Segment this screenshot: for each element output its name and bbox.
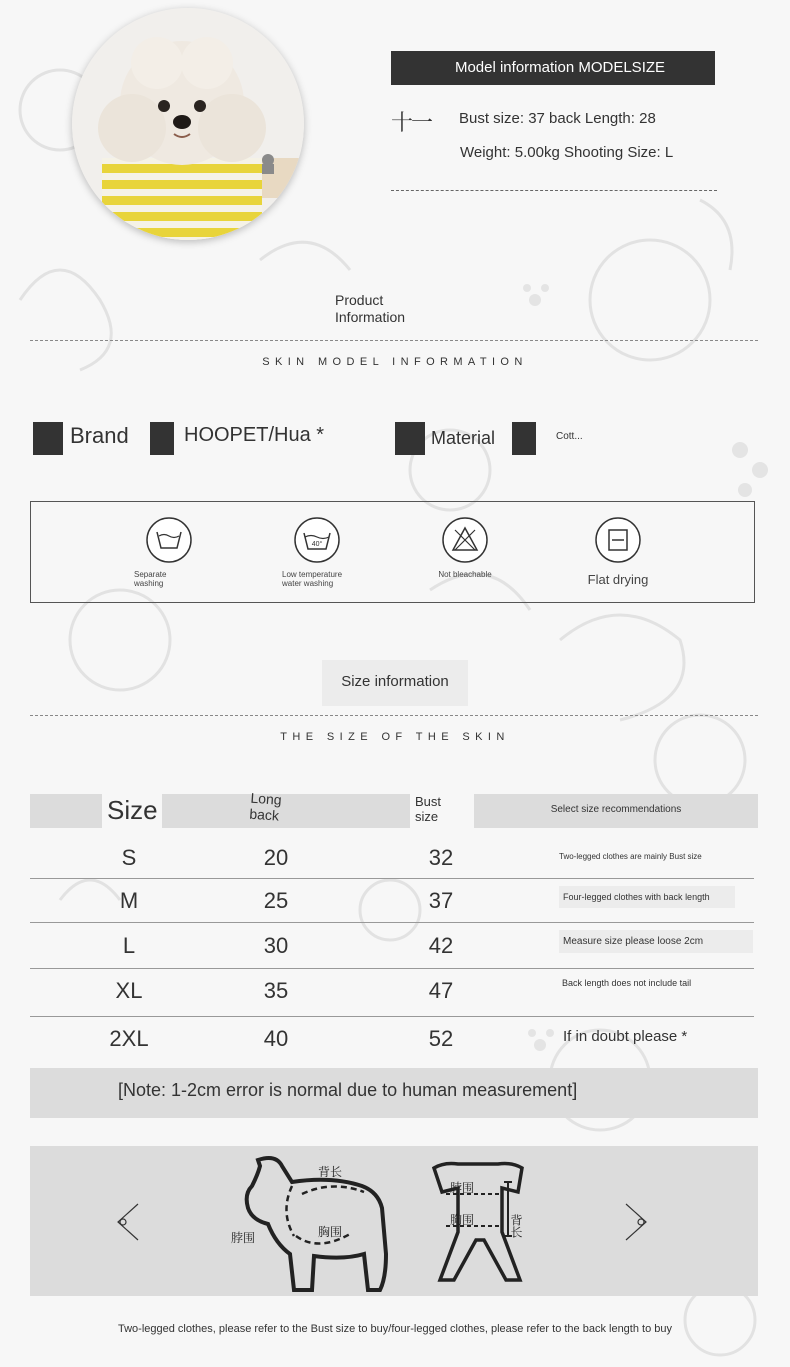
size-subtitle: THE SIZE OF THE SKIN — [280, 731, 510, 743]
header-bust-size: Bust size — [415, 794, 442, 824]
neck-label-left: 脖围 — [231, 1231, 256, 1245]
size-cell: M — [119, 888, 139, 913]
flat-dry-icon — [594, 516, 642, 564]
brand-value: HOOPET/Hua * — [184, 424, 325, 446]
chest-label-left: 胸围 — [318, 1225, 343, 1239]
hand-wash-tub-icon — [145, 516, 193, 564]
back-length-label: 背长 — [318, 1165, 343, 1179]
care-item-low-temp — [262, 516, 372, 588]
long-back-cell: 40 — [263, 1026, 289, 1051]
care-item-no-bleach — [410, 516, 520, 579]
size-cell: 2XL — [109, 1026, 149, 1051]
care-item-separate-washing — [114, 516, 224, 588]
temp-label: 40° — [311, 541, 323, 548]
model-weight-size: Weight: 5.00kg Shooting Size: L — [460, 144, 674, 161]
row-divider — [30, 922, 754, 923]
bust-cell: 42 — [428, 933, 454, 958]
material-label: Material — [431, 428, 496, 448]
recommend-cell: Four-legged clothes with back length — [559, 886, 735, 908]
no-bleach-icon — [441, 516, 489, 564]
product-divider — [30, 340, 758, 341]
long-back-cell: 25 — [263, 888, 289, 913]
size-info-title: Size information — [341, 673, 449, 690]
measurement-diagram — [30, 1146, 758, 1296]
material-marker — [395, 422, 425, 455]
size-divider — [30, 715, 758, 716]
header-bar-left — [30, 794, 102, 828]
size-cell: S — [121, 845, 137, 870]
bust-cell: 32 — [428, 845, 454, 870]
model-measurements: Bust size: 37 back Length: 28 — [459, 110, 656, 127]
chest-label-right: 胸围 — [450, 1213, 475, 1227]
bust-cell: 37 — [428, 888, 454, 913]
row-divider — [30, 878, 754, 879]
care-label: Separate washing — [134, 570, 167, 588]
neck-label-right: 脖围 — [450, 1181, 475, 1195]
recommend-cell: If in doubt please * — [563, 1028, 688, 1045]
left-decor-icon — [118, 1204, 138, 1240]
brand-value-marker — [150, 422, 174, 455]
care-label: Low temperature water washing — [282, 570, 343, 588]
model-dog-photo — [72, 8, 304, 240]
long-back-cell: 35 — [263, 978, 289, 1003]
water-temp-40-icon — [293, 516, 341, 564]
care-label: Flat drying — [587, 572, 649, 587]
header-long-back: Long back — [248, 789, 283, 824]
care-instructions-box — [30, 501, 755, 603]
recommend-cell: Measure size please loose 2cm — [559, 930, 753, 953]
size-cell: L — [122, 933, 136, 958]
long-back-cell: 20 — [263, 845, 289, 870]
product-subtitle: SKIN MODEL INFORMATION — [262, 356, 528, 368]
bust-cell: 47 — [428, 978, 454, 1003]
long-back-cell: 30 — [263, 933, 289, 958]
model-info-title: Model information MODELSIZE — [391, 51, 715, 85]
recommend-cell: Two-legged clothes are mainly Bust size — [559, 852, 702, 861]
right-decor-icon — [626, 1204, 646, 1240]
measurement-note: [Note: 1-2cm error is normal due to human measurement] — [118, 1080, 578, 1100]
brand-label: Brand — [70, 423, 129, 448]
dog-outline-icon — [247, 1158, 386, 1290]
product-info-title: Product Information — [335, 292, 406, 325]
back-length-label-right: 背长 — [509, 1214, 523, 1238]
care-item-flat-dry — [563, 516, 673, 587]
care-label: Not bleachable — [438, 570, 492, 579]
row-divider — [30, 1016, 754, 1017]
model-cross-mark: 十一 — [391, 110, 432, 135]
recommend-cell: Back length does not include tail — [562, 978, 692, 988]
material-value: Cott... — [556, 431, 583, 442]
model-divider — [391, 190, 717, 191]
header-recommend: Select size recommendations — [550, 804, 682, 815]
material-value-marker — [512, 422, 536, 455]
header-size: Size — [107, 795, 158, 825]
size-cell: XL — [115, 978, 143, 1003]
row-divider — [30, 968, 754, 969]
bust-cell: 52 — [428, 1026, 454, 1051]
footer-guide: Two-legged clothes, please refer to the Bust size to buy/four-legged clothes, please refer to the back length to buy — [118, 1323, 672, 1335]
brand-marker — [33, 422, 63, 455]
